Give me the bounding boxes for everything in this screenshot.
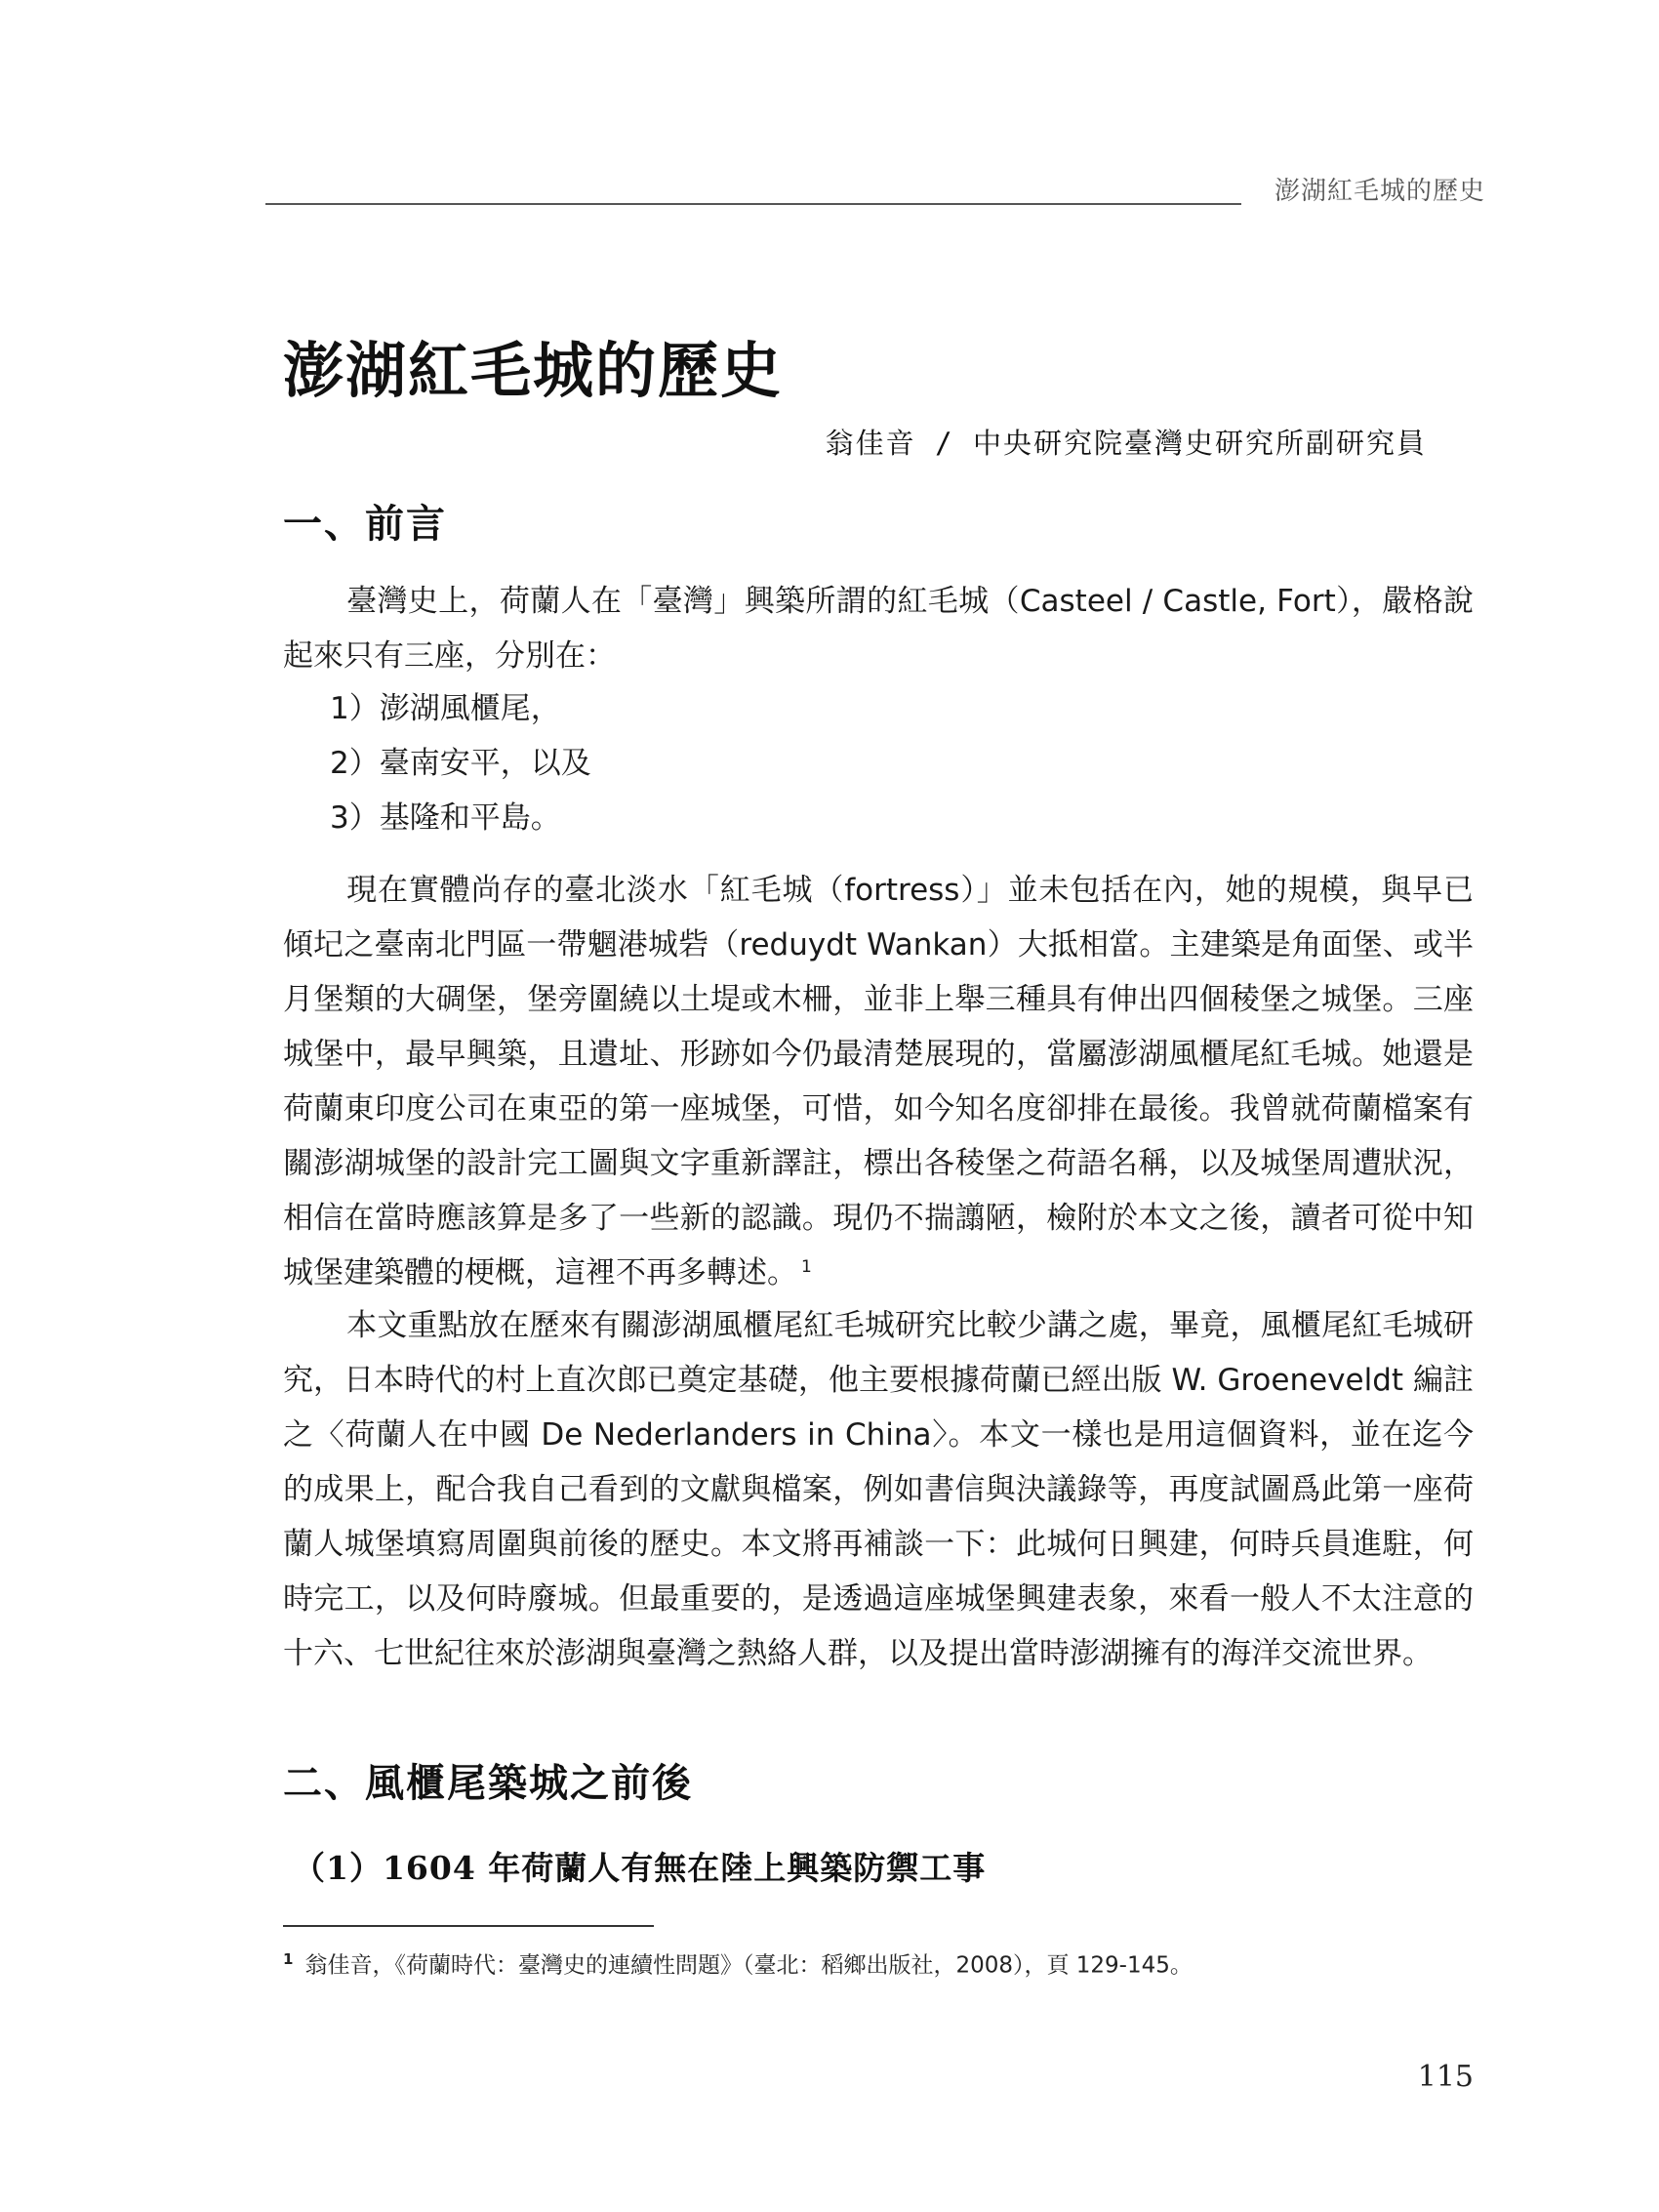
footnote-text: 翁佳音，《荷蘭時代：臺灣史的連續性問題》（臺北：稻鄉出版社，2008），頁 129-145。 bbox=[304, 1952, 1193, 1979]
author-line: 翁佳音 / 中央研究院臺灣史研究所副研究員 bbox=[825, 427, 1427, 460]
paragraph-research-focus: 本文重點放在歷來有關澎湖風櫃尾紅毛城研究比較少講之處，畢竟，風櫃尾紅毛城研究，日本時代的村上直次郎已奠定基礎，他主要根據荷蘭已經出版 W. Groeneveldt 編註之〈荷蘭人在中國 De Nederlanders in China〉。本文一樣也是用這個資料，並在迄今的成果上，配合我自己看到的文獻與檔案，例如書信與決議錄等，再度試圖爲此第一座荷蘭人城堡填寫周圍與前後的歷史。本文將再補談一下：此城何日興建，何時兵員進駐，何時完工，以及何時廢城。但最重要的，是透過這座城堡興建表象，來看一般人不太注意的十六、七世紀往來於澎湖與臺灣之熱絡人群，以及提出當時澎湖擁有的海洋交流世界。 bbox=[283, 1308, 1474, 1671]
article-title: 澎湖紅毛城的歷史 bbox=[283, 335, 784, 406]
list-item-keelung: 3）基隆和平島。 bbox=[330, 800, 561, 836]
list-item-tainan: 2）臺南安平，以及 bbox=[330, 746, 591, 781]
footnote-mark: 1 bbox=[283, 1950, 294, 1968]
footnote bbox=[283, 1943, 1474, 1983]
running-head-title: 澎湖紅毛城的歷史 bbox=[1274, 177, 1485, 206]
subsection-heading-1604: （1）1604 年荷蘭人有無在陸上興築防禦工事 bbox=[293, 1849, 987, 1887]
page-number: 115 bbox=[1417, 2060, 1474, 2094]
footnote-reference[interactable]: 1 bbox=[801, 1256, 812, 1277]
header-rule bbox=[265, 203, 1241, 205]
intro-paragraph: 臺灣史上，荷蘭人在「臺灣」興築所謂的紅毛城（Casteel / Castle, Fort），嚴格說起來只有三座，分別在： bbox=[283, 584, 1474, 674]
section-heading-fengguiwei: 二、風櫃尾築城之前後 bbox=[283, 1760, 693, 1806]
section-heading-preface: 一、前言 bbox=[283, 501, 447, 547]
running-header bbox=[265, 171, 1485, 210]
footnote-rule bbox=[283, 1925, 654, 1927]
list-item-penghu: 1）澎湖風櫃尾， bbox=[330, 691, 561, 726]
paragraph-fortress-text: 現在實體尚存的臺北淡水「紅毛城（fortress）」並未包括在內，她的規模，與早已傾圮之臺南北門區一帶魍港城砦（reduydt Wankan）大抵相當。主建築是角面堡、或半月堡類的大碉堡，堡旁圍繞以土堤或木柵，並非上舉三種具有伸出四個稜堡之城堡。三座城堡中，最早興築，且遺址、形跡如今仍最清楚展現的，當屬澎湖風櫃尾紅毛城。她還是荷蘭東印度公司在東亞的第一座城堡，可惜，如今知名度卻排在最後。我曾就荷蘭檔案有關澎湖城堡的設計完工圖與文字重新譯註，標出各稜堡之荷語名稱，以及城堡周遭狀況，相信在當時應該算是多了一些新的認識。現仍不揣譾陋，檢附於本文之後，讀者可從中知城堡建築體的梗概，這裡不再多轉述。 bbox=[283, 873, 1474, 1290]
paragraph-fortress-overview bbox=[283, 863, 1474, 1300]
